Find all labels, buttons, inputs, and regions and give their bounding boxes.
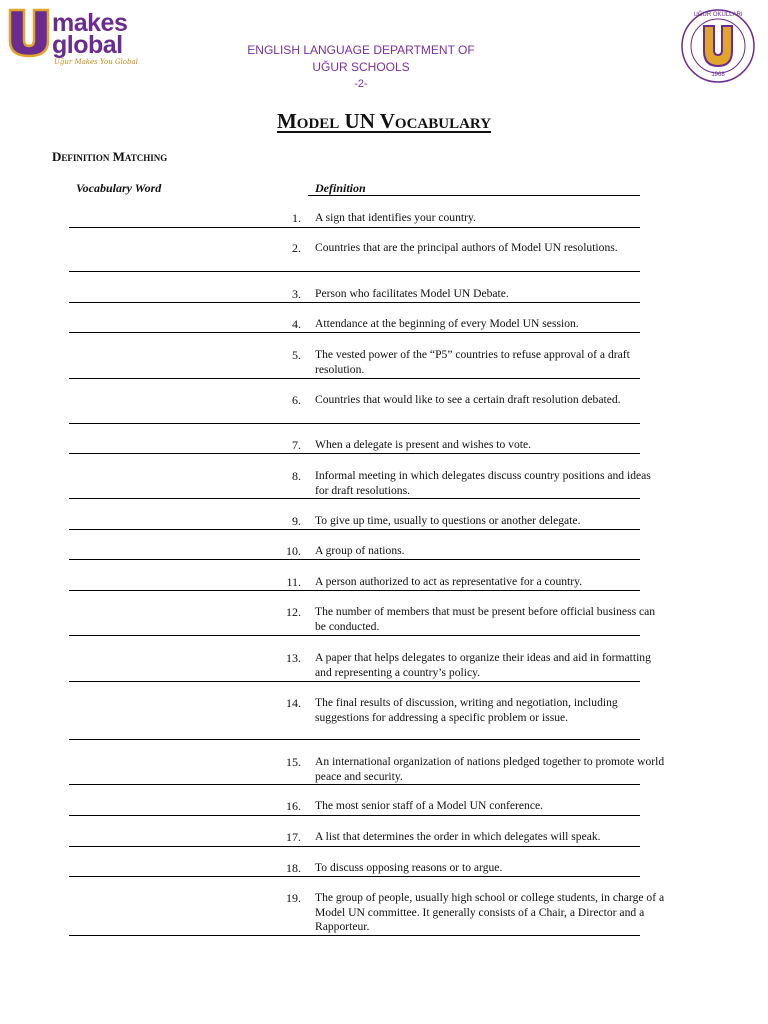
definition-text: A paper that helps delegates to organize their ideas and aid in formatting and representing a country’s policy. <box>315 651 651 679</box>
item-number: 5. <box>292 348 301 362</box>
item-number: 6. <box>292 393 301 407</box>
definition-text: A group of nations. <box>315 544 405 557</box>
item-number: 14. <box>286 696 301 710</box>
definition-text: The group of people, usually high school or college students, in charge of a Model UN committee. It generally consists of a Chair, a Director and a Rapporteur. <box>315 891 665 933</box>
item-number: 2. <box>292 241 301 255</box>
definition-text: When a delegate is present and wishes to vote. <box>315 438 532 451</box>
definition-text: The final results of discussion, writing and negotiation, including suggestions for addressing a specific problem or issue. <box>315 696 618 724</box>
answer-line[interactable] <box>69 815 640 816</box>
brand-tagline: Uğur Makes You Global <box>54 58 138 66</box>
definition-text: Countries that would like to see a certain draft resolution debated. <box>315 393 621 406</box>
answer-line[interactable] <box>69 302 640 303</box>
item-number: 17. <box>286 830 301 844</box>
item-number: 13. <box>286 651 301 665</box>
definition-text: A person authorized to act as representative for a country. <box>315 575 583 588</box>
answer-line[interactable] <box>69 846 640 847</box>
seal-year: 1968 <box>711 72 725 78</box>
brand-line2: global <box>52 31 123 59</box>
definition-text: The most senior staff of a Model UN conference. <box>315 799 544 812</box>
column-header-word: Vocabulary Word <box>76 181 162 195</box>
item-number: 16. <box>286 799 301 813</box>
definition-text: A sign that identifies your country. <box>315 211 476 224</box>
item-number: 4. <box>292 317 301 331</box>
item-number: 11. <box>286 575 301 589</box>
answer-line[interactable] <box>69 271 640 272</box>
page-title: Model UN Vocabulary <box>276 109 492 133</box>
answer-line[interactable] <box>69 529 640 530</box>
answer-line[interactable] <box>69 739 640 740</box>
definition-text: Attendance at the beginning of every Model UN session. <box>315 317 579 330</box>
definition-text: To give up time, usually to questions or another delegate. <box>315 514 581 527</box>
item-number: 3. <box>292 287 301 301</box>
school-seal <box>680 8 756 84</box>
answer-line[interactable] <box>69 498 640 499</box>
definition-text: To discuss opposing reasons or to argue. <box>315 861 503 874</box>
answer-line[interactable] <box>69 227 640 228</box>
item-number: 1. <box>292 211 301 225</box>
department-line1: ENGLISH LANGUAGE DEPARTMENT OF <box>247 43 475 57</box>
definition-text: The vested power of the “P5” countries to refuse approval of a draft resolution. <box>315 348 630 376</box>
column-header-definition: Definition <box>315 181 366 195</box>
answer-line[interactable] <box>69 784 640 785</box>
answer-line[interactable] <box>69 378 640 379</box>
definition-text: An international organization of nations pledged together to promote world peace and security. <box>315 755 665 783</box>
department-line2: UĞUR SCHOOLS <box>312 60 410 74</box>
item-number: 12. <box>286 605 301 619</box>
answer-line[interactable] <box>69 876 640 877</box>
answer-line[interactable] <box>69 332 640 333</box>
definition-text: Person who facilitates Model UN Debate. <box>315 287 509 300</box>
definition-text: Informal meeting in which delegates discuss country positions and ideas for draft resolutions. <box>315 469 651 497</box>
item-number: 9. <box>292 514 301 528</box>
item-number: 19. <box>286 891 301 905</box>
answer-line[interactable] <box>69 935 640 936</box>
answer-line[interactable] <box>69 681 640 682</box>
item-number: 18. <box>286 861 301 875</box>
definition-text: The number of members that must be present before official business can be conducted. <box>315 605 656 633</box>
answer-line[interactable] <box>69 590 640 591</box>
page-number: -2- <box>354 78 368 90</box>
section-title: Definition Matching <box>52 149 168 164</box>
answer-line[interactable] <box>69 453 640 454</box>
definition-text: A list that determines the order in which delegates will speak. <box>315 830 601 843</box>
item-number: 15. <box>286 755 301 769</box>
item-number: 7. <box>292 438 301 452</box>
item-number: 10. <box>286 544 301 558</box>
definition-text: Countries that are the principal authors of Model UN resolutions. <box>315 241 618 254</box>
seal-text: UĞUR OKULLARI <box>693 12 743 18</box>
answer-line[interactable] <box>69 635 640 636</box>
header-rule <box>308 195 640 196</box>
item-number: 8. <box>292 469 301 483</box>
brand-line1: makes <box>52 9 128 37</box>
answer-line[interactable] <box>69 559 640 560</box>
answer-line[interactable] <box>69 423 640 424</box>
